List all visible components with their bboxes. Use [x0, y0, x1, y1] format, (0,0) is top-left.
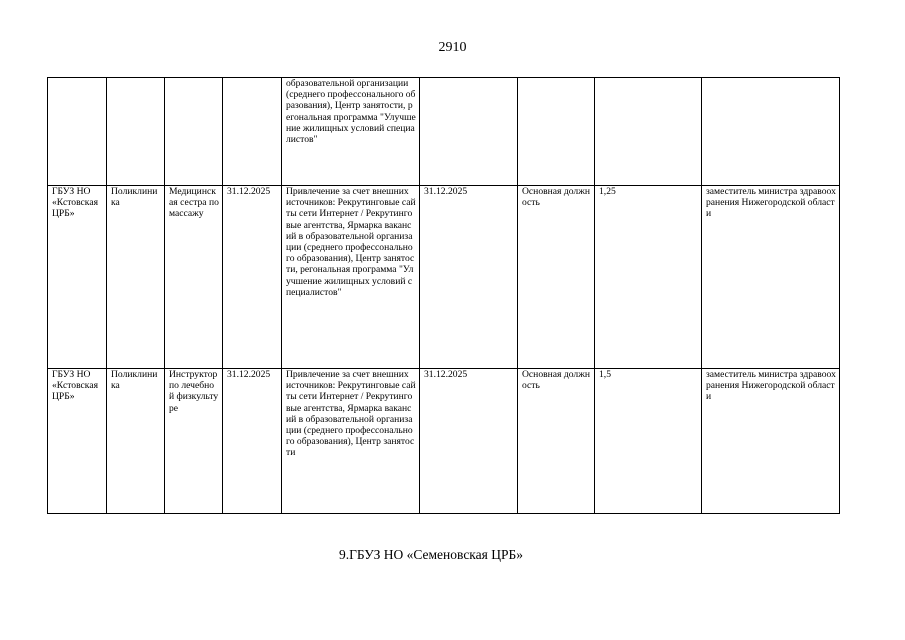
cell-type: Основная должность — [518, 186, 595, 369]
table-row — [48, 186, 840, 369]
cell-deadline: 31.12.2025 — [420, 369, 518, 514]
cell-rate: 1,25 — [595, 186, 702, 369]
cell-type: Основная должность — [518, 369, 595, 514]
cell-responsible: заместитель министра здравоохранения Нижегородской области — [702, 369, 840, 514]
cell-dept: Поликлиника — [107, 369, 165, 514]
cell-rate: 1,5 — [595, 369, 702, 514]
cell-deadline — [420, 78, 518, 186]
table-row — [48, 78, 840, 186]
cell-org: ГБУЗ НО «Кстовская ЦРБ» — [48, 369, 107, 514]
cell-responsible — [702, 78, 840, 186]
cell-date — [223, 78, 282, 186]
cell-sources: образовательной организации (среднего профессонального образования), Центр занятости, регональная программа "Улучшение жилищных условий специалистов" — [282, 78, 420, 186]
cell-position: Инструктор по лечебной физкультуре — [165, 369, 223, 514]
staffing-table — [47, 77, 840, 514]
cell-org — [48, 78, 107, 186]
cell-sources: Привлечение за счет внешних источников: Рекрутинговые сайты сети Интернет / Рекрутинговые агентства, Ярмарка вакансий в образовательной организации (среднего профессонального образования), Центр занятости — [282, 369, 420, 514]
cell-position — [165, 78, 223, 186]
cell-dept: Поликлиника — [107, 186, 165, 369]
cell-org: ГБУЗ НО «Кстовская ЦРБ» — [48, 186, 107, 369]
page-number: 2910 — [438, 40, 467, 55]
cell-position: Медицинская сестра по массажу — [165, 186, 223, 369]
cell-deadline: 31.12.2025 — [420, 186, 518, 369]
cell-date: 31.12.2025 — [223, 186, 282, 369]
table-row — [48, 369, 840, 514]
cell-dept — [107, 78, 165, 186]
cell-responsible: заместитель министра здравоохранения Нижегородской области — [702, 186, 840, 369]
cell-date: 31.12.2025 — [223, 369, 282, 514]
cell-sources: Привлечение за счет внешних источников: Рекрутинговые сайты сети Интернет / Рекрутинговые агентства, Ярмарка вакансий в образовательной организации (среднего профессонального образования), Центр занятости, регональная программа "Улучшение жилищных условий специалистов" — [282, 186, 420, 369]
cell-rate — [595, 78, 702, 186]
cell-type — [518, 78, 595, 186]
section-title: 9.ГБУЗ НО «Семеновская ЦРБ» — [339, 547, 523, 562]
